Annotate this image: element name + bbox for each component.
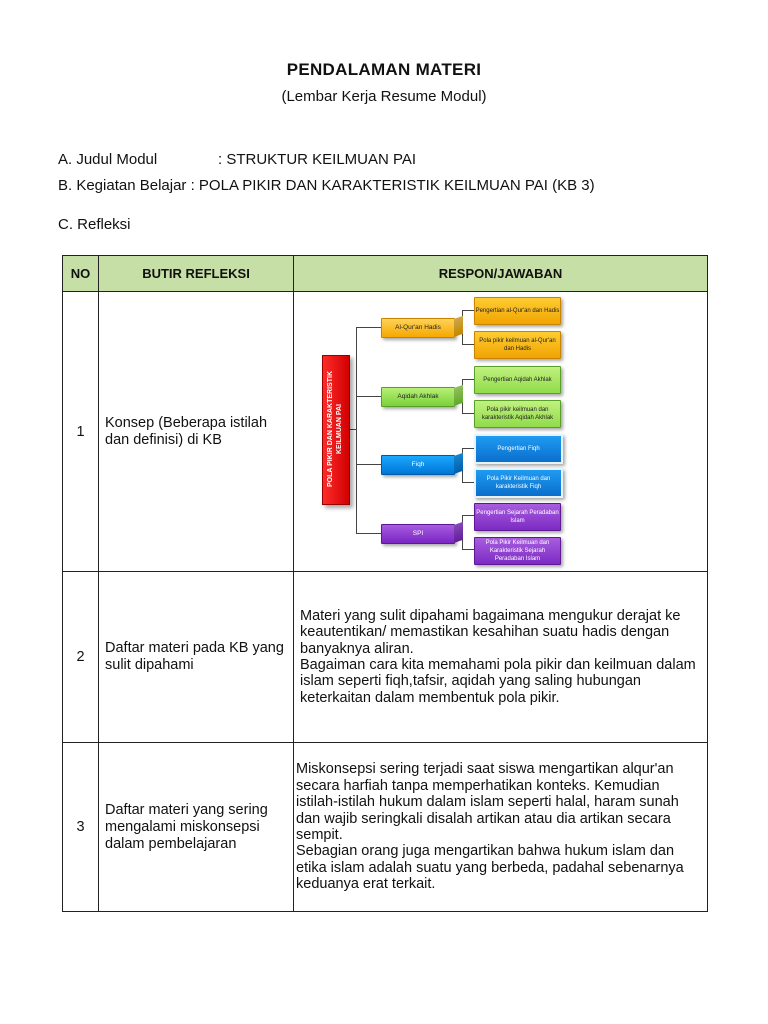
row-respon (294, 743, 708, 912)
diagram-root-label: POLA PIKIR DAN KARAKTERISTIK KEILMUAN PAI (327, 370, 343, 488)
reflection-table (62, 255, 708, 912)
node-pengertian-quran-hadis: Pengertian al-Qur'an dan Hadis (474, 297, 561, 325)
header-respon: RESPON/JAWABAN (294, 256, 708, 292)
node-pengertian-spi: Pengertian Sejarah Peradaban Islam (474, 503, 561, 531)
respon-text: Miskonsepsi sering terjadi saat siswa mengartikan alqur'an secara harfiah tanpa memperhatikan konteks. Kemudian istilah-istilah hukum dalam islam seperti halal, haram sunah dan wajib seringkali disalah artikan atau dia artikan secara sempit. Sebagian orang juga mengartikan bahwa hukum islam dan etika islam adalah suatu yang berbeda, padahal sebenarnya keduanya erat terkait. (296, 761, 684, 893)
node-pengertian-aqidah-akhlak: Pengertian Aqidah Akhlak (474, 366, 561, 394)
table-row (63, 292, 708, 572)
header-no: NO (63, 256, 99, 292)
row-butir: Daftar materi pada KB yang sulit dipahami (99, 572, 294, 743)
branch-aqidah-akhlak: Aqidah Akhlak (381, 387, 455, 407)
module-title-label: A. Judul Modul (58, 151, 158, 168)
module-title-value: : STRUKTUR KEILMUAN PAI (218, 151, 417, 168)
table-header-row (63, 256, 708, 292)
respon-text: Materi yang sulit dipahami bagaimana mengukur derajat ke keautentikan/ memastikan kesahihan suatu hadis dengan banyaknya aliran. Bagaiman cara kita memahami pola pikir dan keilmuan dalam islam seperti fiqh,tafsir, aqidah yang saling hubungan keterkaitan dalam membentuk pola pikir. (300, 607, 696, 706)
row-butir: Konsep (Beberapa istilah dan definisi) di KB (99, 292, 294, 572)
branch-fiqh: Fiqh (381, 455, 455, 475)
concept-map-diagram (294, 293, 704, 570)
learning-activity-label: B. Kegiatan Belajar (58, 177, 187, 194)
branch-quran-hadis: Al-Qur'an Hadis (381, 318, 455, 338)
learning-activity-line (58, 177, 595, 194)
row-respon (294, 572, 708, 743)
table-row (63, 572, 708, 743)
row-number: 3 (63, 743, 99, 912)
node-pola-pikir-spi: Pola Pikir Keilmuan dan Karakteristik Sejarah Peradaban Islam (474, 537, 561, 565)
document-subtitle: (Lembar Kerja Resume Modul) (281, 88, 487, 105)
node-pengertian-fiqh: Pengertian Fiqh (474, 434, 563, 464)
row-number: 1 (63, 292, 99, 572)
module-title-line (58, 151, 416, 168)
node-pola-pikir-quran-hadis: Pola pikir keilmuan al-Qur'an dan Hadis (474, 331, 561, 359)
learning-activity-value: : POLA PIKIR DAN KARAKTERISTIK KEILMUAN PAI (KB 3) (190, 177, 595, 194)
row-butir: Daftar materi yang sering mengalami miskonsepsi dalam pembelajaran (99, 743, 294, 912)
table-row (63, 743, 708, 912)
node-pola-pikir-fiqh: Pola Pikir Keilmuan dan karakteristik Fiqh (474, 468, 563, 498)
node-pola-pikir-aqidah-akhlak: Pola pikir keilmuan dan karakteristik Aqidah Akhlak (474, 400, 561, 428)
row-number: 2 (63, 572, 99, 743)
row-respon-diagram (294, 292, 708, 572)
header-butir: BUTIR REFLEKSI (99, 256, 294, 292)
reflection-heading: C. Refleksi (58, 216, 131, 233)
branch-spi: SPI (381, 524, 455, 544)
document-title: PENDALAMAN MATERI (286, 60, 482, 79)
